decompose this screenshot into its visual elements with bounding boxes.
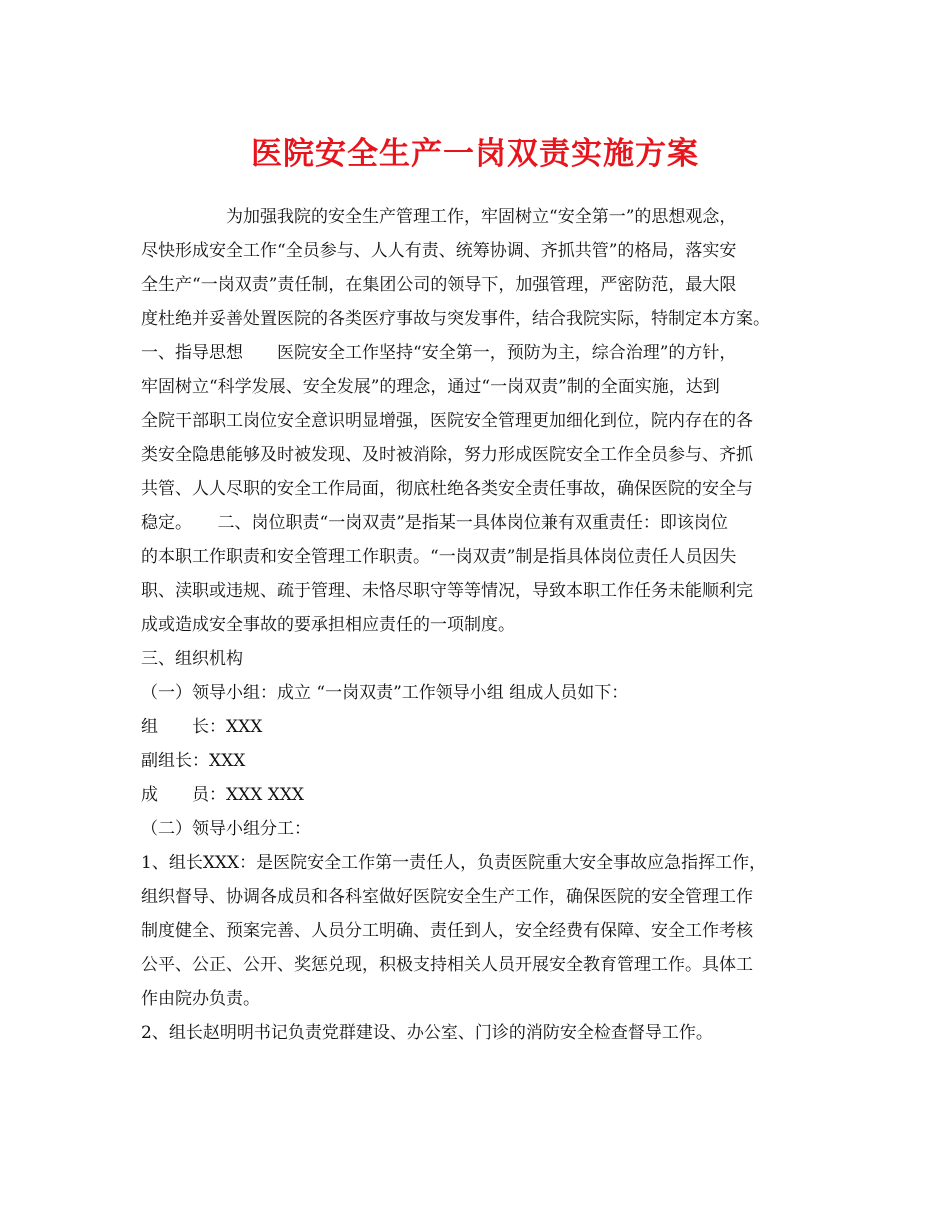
body-line: 作由院办负责。 bbox=[141, 989, 260, 1009]
body-line: 组织督导、协调各成员和各科室做好医院安全生产工作，确保医院的安全管理工作 bbox=[141, 887, 753, 907]
body-line: 一、指导思想 医院安全工作坚持“安全第一，预防为主，综合治理”的方针， bbox=[141, 343, 737, 363]
body-line: 副组长：XXX bbox=[141, 751, 246, 771]
body-line: 三、组织机构 bbox=[141, 649, 243, 669]
body-line: 2、组长赵明明书记负责党群建设、办公室、门诊的消防安全检查督导工作。 bbox=[141, 1023, 713, 1043]
body-line: 公平、公正、公开、奖惩兑现，积极支持相关人员开展安全教育管理工作。具体工 bbox=[141, 955, 753, 975]
body-line: 牢固树立“科学发展、安全发展”的理念，通过“一岗双责”制的全面实施，达到 bbox=[141, 377, 720, 397]
body-line: 职、渎职或违规、疏于管理、未恪尽职守等等情况，导致本职工作任务未能顺利完 bbox=[141, 581, 753, 601]
body-line: 共管、人人尽职的安全工作局面，彻底杜绝各类安全责任事故，确保医院的安全与 bbox=[141, 479, 753, 499]
body-line: （二）领导小组分工： bbox=[141, 819, 311, 839]
body-line: 度杜绝并妥善处置医院的各类医疗事故与突发事件，结合我院实际，特制定本方案。 bbox=[141, 309, 770, 329]
body-line: 尽快形成安全工作“全员参与、人人有责、统筹协调、齐抓共管”的格局，落实安 bbox=[141, 241, 737, 261]
body-line: 的本职工作职责和安全管理工作职责。“一岗双责”制是指具体岗位责任人员因失 bbox=[141, 547, 737, 567]
body-line: 制度健全、预案完善、人员分工明确、责任到人，安全经费有保障、安全工作考核 bbox=[141, 921, 753, 941]
body-line: 成或造成安全事故的要承担相应责任的一项制度。 bbox=[141, 615, 515, 635]
body-line: 1、组长XXX：是医院安全工作第一责任人，负责医院重大安全事故应急指挥工作， bbox=[141, 853, 767, 873]
body-line: 类安全隐患能够及时被发现、及时被消除，努力形成医院安全工作全员参与、齐抓 bbox=[141, 445, 753, 465]
body-line: （一）领导小组：成立 “一岗双责”工作领导小组 组成人员如下： bbox=[141, 683, 629, 703]
document-title: 医院安全生产一岗双责实施方案 bbox=[251, 136, 699, 172]
body-line: 为加强我院的安全生产管理工作，牢固树立“安全第一”的思想观念， bbox=[141, 207, 737, 227]
body-line: 全院干部职工岗位安全意识明显增强，医院安全管理更加细化到位，院内存在的各 bbox=[141, 411, 753, 431]
body-line: 全生产“一岗双责”责任制，在集团公司的领导下，加强管理，严密防范，最大限 bbox=[141, 275, 737, 295]
body-line: 稳定。 二、岗位职责“一岗双责”是指某一具体岗位兼有双重责任：即该岗位 bbox=[141, 513, 728, 533]
document-body bbox=[141, 200, 821, 1050]
body-line: 组 长：XXX bbox=[141, 717, 263, 737]
body-line: 成 员：XXX XXX bbox=[141, 785, 305, 805]
